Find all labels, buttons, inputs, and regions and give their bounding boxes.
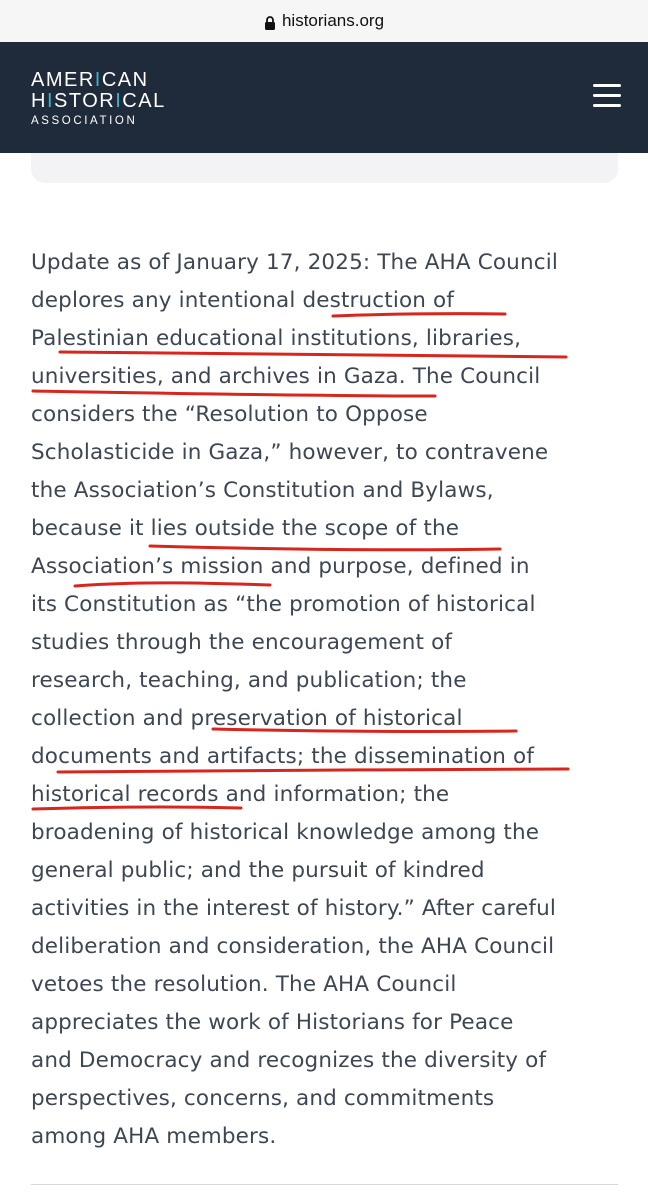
lock-icon	[264, 15, 276, 29]
article-line: Update as of January 17, 2025: The AHA Council	[31, 250, 558, 275]
article-line: deplores any intentional destruction of	[31, 288, 455, 313]
article-line: its Constitution as “the promotion of historical	[31, 592, 536, 617]
article-line: because it lies outside the scope of the	[31, 516, 460, 541]
url-text: historians.org	[281, 11, 385, 30]
article-text	[31, 244, 631, 1156]
article-line: and Democracy and recognizes the diversity of	[31, 1048, 547, 1073]
article-line: perspectives, concerns, and commitments	[31, 1086, 495, 1111]
article-line: among AHA members.	[31, 1124, 277, 1149]
card-bottom-edge	[31, 153, 618, 183]
article-line: appreciates the work of Historians for Peace	[31, 1010, 514, 1035]
article-line: vetoes the resolution. The AHA Council	[31, 972, 457, 997]
article-line: studies through the encouragement of	[31, 630, 453, 655]
logo-line-association: ASSOCIATION	[31, 115, 138, 127]
site-header	[0, 42, 648, 153]
article-line: broadening of historical knowledge among the	[31, 820, 540, 845]
browser-url-bar[interactable]	[0, 0, 648, 42]
article-line: Association’s mission and purpose, defined in	[31, 554, 530, 579]
logo-line-american: AMERICAN	[31, 69, 149, 91]
aha-logo[interactable]	[31, 70, 166, 129]
article-line: Palestinian educational institutions, libraries,	[31, 326, 522, 351]
hamburger-menu-icon[interactable]	[593, 84, 621, 108]
article-line: general public; and the pursuit of kindred	[31, 858, 485, 883]
bottom-divider	[31, 1184, 618, 1185]
article-line: research, teaching, and publication; the	[31, 668, 467, 693]
article-line: activities in the interest of history.” After careful	[31, 896, 557, 921]
article-line: the Association’s Constitution and Bylaws,	[31, 478, 494, 503]
article-line: considers the “Resolution to Oppose	[31, 402, 428, 427]
article-line: documents and artifacts; the dissemination of	[31, 744, 535, 769]
article-line: Scholasticide in Gaza,” however, to contravene	[31, 440, 549, 465]
article-line: universities, and archives in Gaza. The Council	[31, 364, 541, 389]
article-line: collection and preservation of historical	[31, 706, 463, 731]
logo-line-historical: HISTORICAL	[31, 90, 166, 112]
article-line: deliberation and consideration, the AHA Council	[31, 934, 555, 959]
article-line: historical records and information; the	[31, 782, 450, 807]
